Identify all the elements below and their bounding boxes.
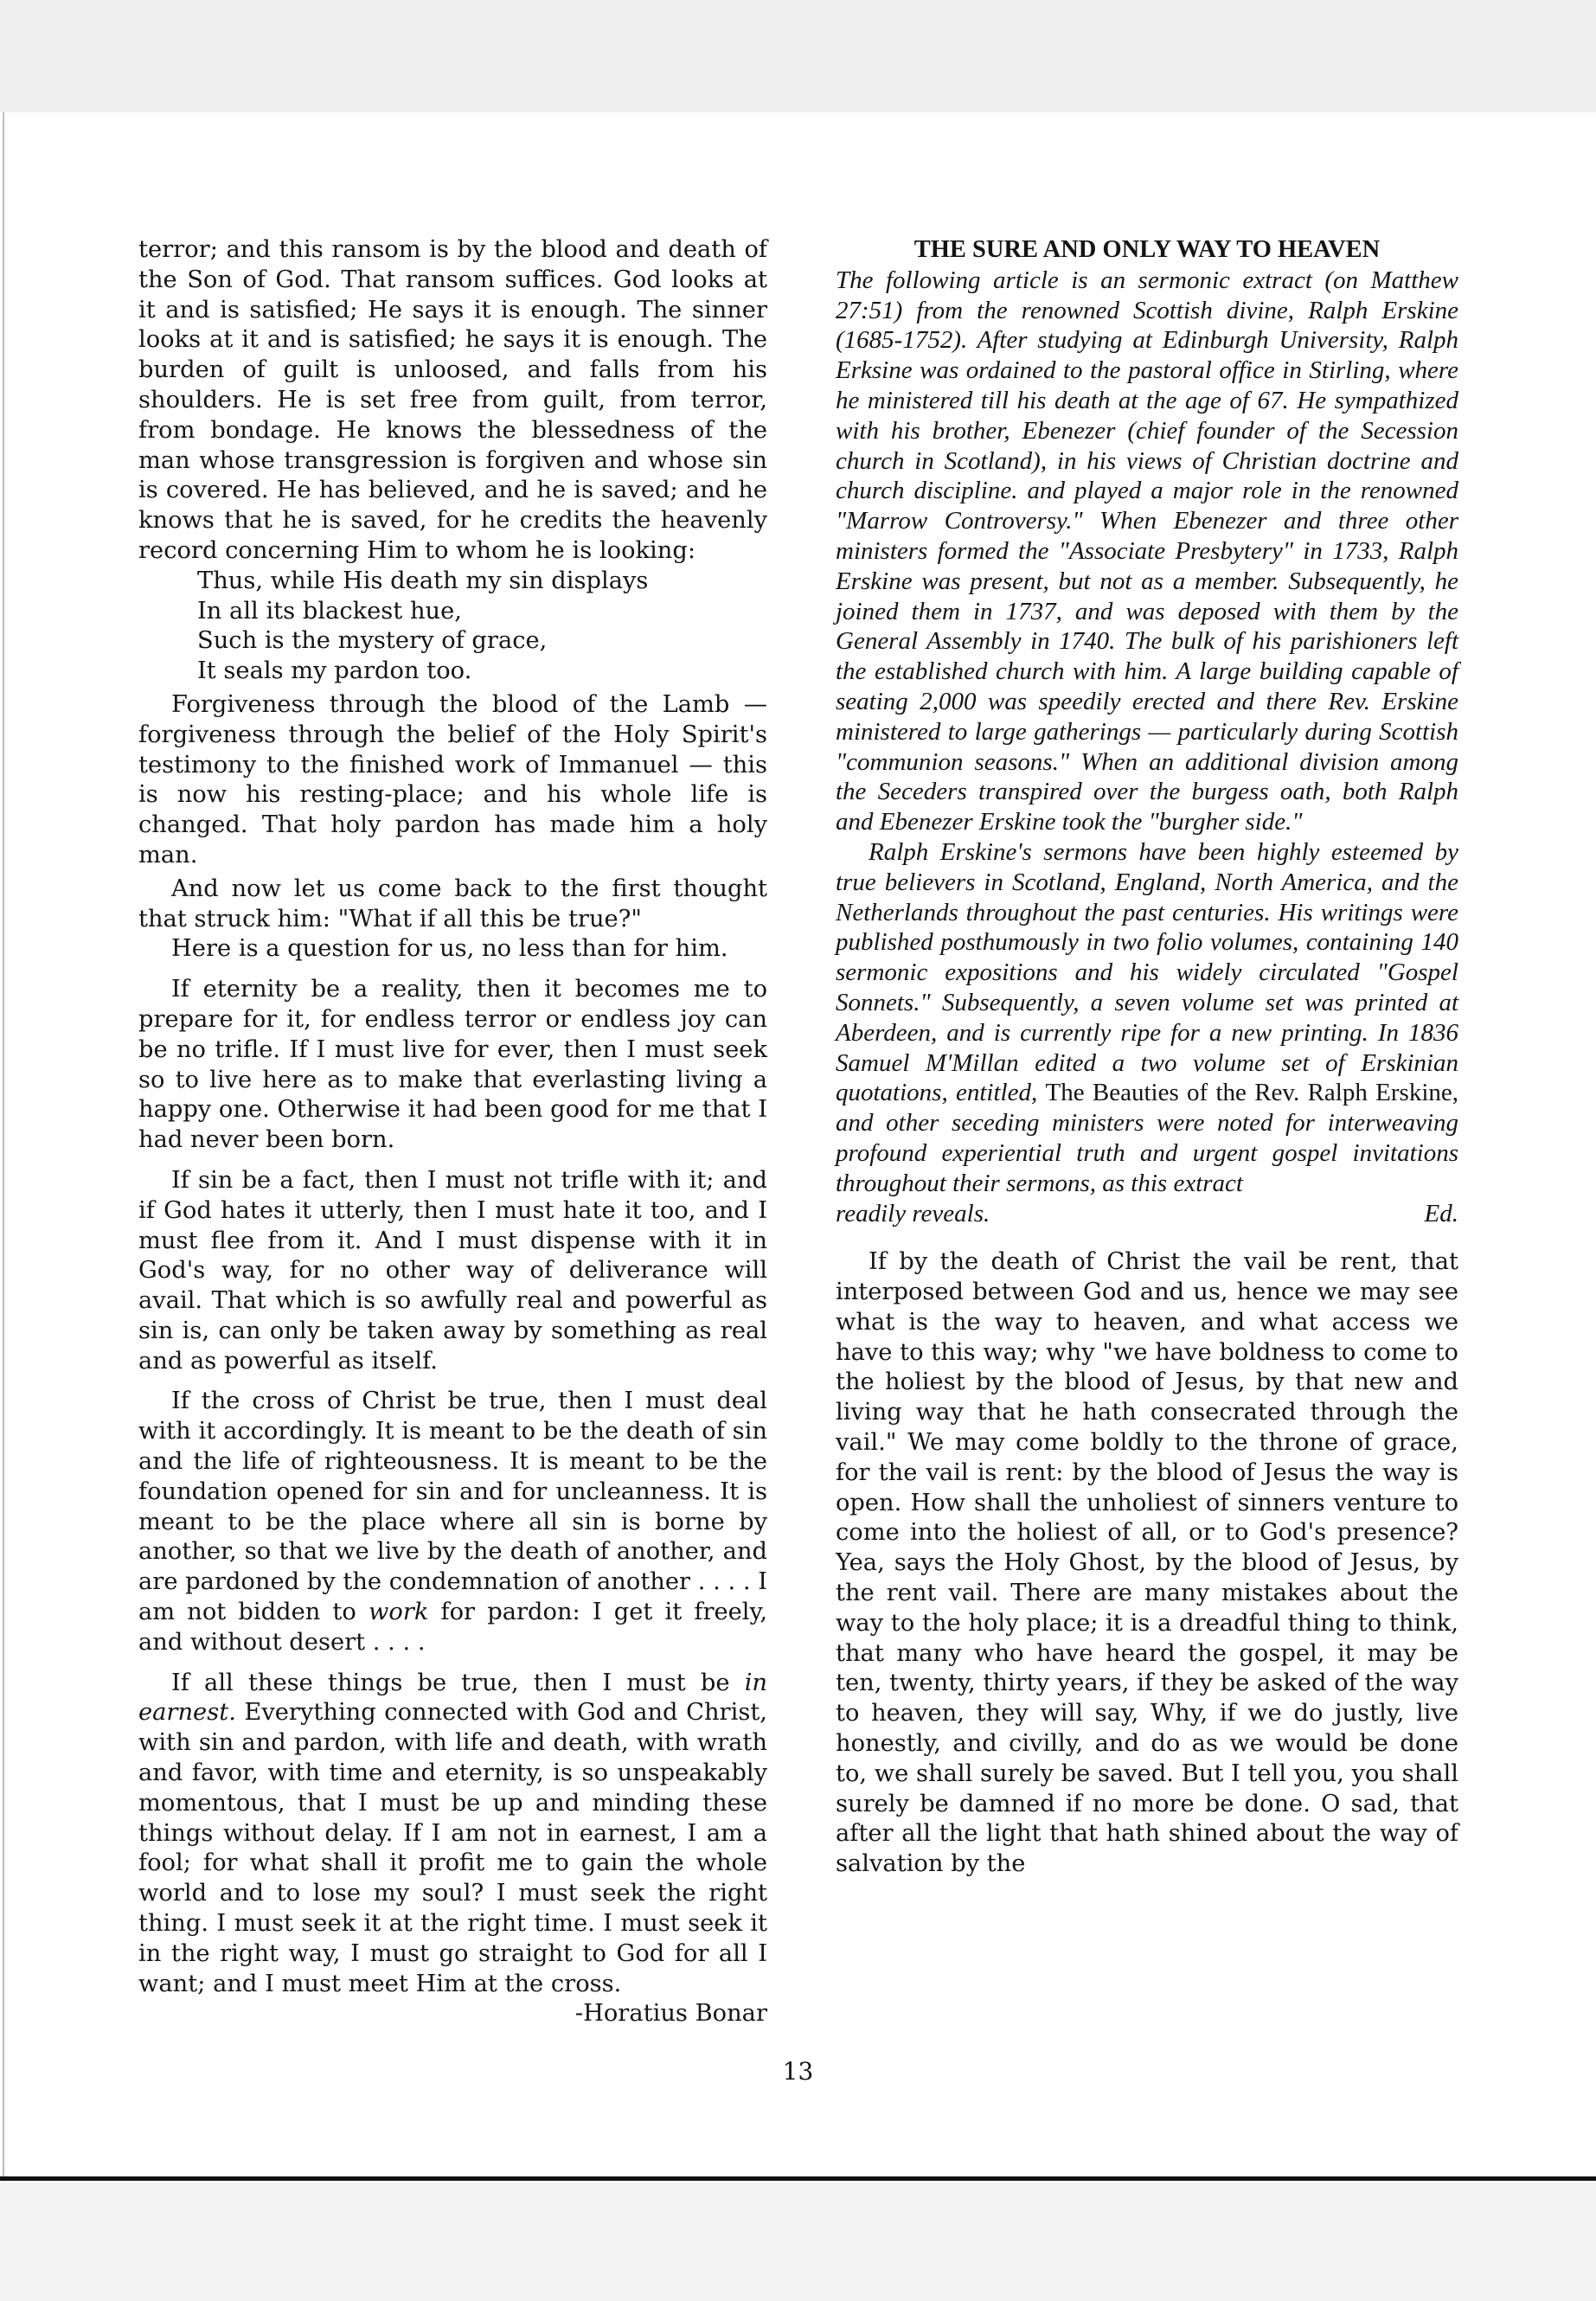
right-column [836, 235, 1458, 1880]
intro-text: Ralph Erskine's sermons have been highly esteemed by true believers in Scotland, England, North America, and the Netherlands throughout the past centuries. His writings were published posthumously in two folio volumes, containing 140 sermonic expositions and his widely circulated "Gospel Sonnets." Subsequently, a seven volume set was printed at Aberdeen, and is currently ripe for a new printing. In 1836 Samuel M'Millan edited a two volume set of Erskinian quotations, entitled, [836, 837, 1458, 1107]
left-column [138, 235, 767, 2029]
editor-introduction [836, 266, 1458, 1229]
paragraph: And now let us come back to the first thought that struck him: "What if all this be true?" [138, 875, 767, 933]
intro-paragraph [836, 837, 1458, 1199]
paragraph-text: If all these things be true, then I must be [171, 1669, 745, 1696]
paragraph: Forgiveness through the blood of the Lamb — forgiveness through the belief of the Holy Spirit's testimony to the finished work of Immanuel — this is now his resting-place; and his whole life is changed. That holy pardon has made him a holy man. [138, 690, 767, 868]
article-title: THE SURE AND ONLY WAY TO HEAVEN [913, 236, 1381, 263]
emphasis: work [368, 1599, 429, 1626]
poem-line: Such is the mystery of grace, [197, 627, 548, 655]
emphasis: in earnest. [138, 1669, 767, 1727]
poem-line: It seals my pardon too. [197, 657, 472, 685]
poem-stanza [197, 567, 767, 687]
editor-initials: Ed. [1424, 1199, 1458, 1227]
sermon-paragraph: If by the death of Christ the vail be rent, that interposed between God and us, hence we may see what is the way to heaven, and what access we have to this way; why "we have boldness to come to the holiest by the blood of Jesus, by that new and living way that he hath consecrated through the vail." We may come boldly to the throne of grace, for the vail is rent: by the blood of Jesus the way is open. How shall the unholiest of sinners venture to come into the holiest of all, or to God's presence? Yea, says the Holy Ghost, by the blood of Jesus, by the rent vail. There are many mistakes about the way to the holy place; it is a dreadful thing to think, that many who have heard the gospel, it may be ten, twenty, thirty years, if they be asked of the way to heaven, they will say, Why, if we do justly, live honestly, and civilly, and do as we would be done to, we shall surely be saved. But I tell you, you shall surely be damned if no more be done. O sad, that after all the light that hath shined about the way of salvation by the [836, 1248, 1458, 1878]
scan-left-edge [3, 112, 4, 2176]
intro-text: readily reveals. [836, 1199, 990, 1227]
intro-text: and other seceding ministers were noted for interweaving profound experiential truth and urgent gospel invitations throughout their sermons, as this extract [836, 1109, 1458, 1197]
scan-bottom-margin [0, 2181, 1596, 2301]
intro-paragraph: The following article is an sermonic extract (on Matthew 27:51) from the renowned Scottish divine, Ralph Erskine (1685-1752). After studying at Edinburgh University, Ralph Erksine was ordained to the pastoral office in Stirling, where he ministered till his death at the age of 67. He sympathized with his brother, Ebenezer (chief founder of the Secession church in Scotland), in his views of Christian doctrine and church discipline. and played a major role in the renowned "Marrow Controversy." When Ebenezer and three other ministers formed the "Associate Presbytery" in 1733, Ralph Erskine was present, but not as a member. Subsequently, he joined them in 1737, and was deposed with them by the General Assembly in 1740. The bulk of his parishioners left the established church with him. A large building capable of seating 2,000 was speedily erected and there Rev. Erskine ministered to large gatherings — particularly during Scottish "communion seasons." When an additional division among the Seceders transpired over the burgess oath, both Ralph and Ebenezer Erskine took the "burgher side." [836, 266, 1458, 836]
paragraph [138, 1387, 767, 1657]
page-number: 13 [782, 2057, 814, 2086]
paragraph: If sin be a fact, then I must not trifle with it; and if God hates it utterly, then I must hate it too, and I must flee from it. And I must dispense with it in God's way, for no other way of deliverance will avail. That which is so awfully real and powerful as sin is, can only be taken away by something as real and as powerful as itself. [138, 1166, 767, 1375]
paragraph-text: If the cross of Christ be true, then I must deal with it accordingly. It is meant to be the death of sin and the life of righteousness. It is meant to be the foundation opened for sin and for uncleanness. It is meant to be the place where all sin is borne by another, so that we live by the death of another, and are pardoned by the condemnation of another . . . . I am not bidden to [138, 1388, 767, 1626]
paragraph: terror; and this ransom is by the blood and death of the Son of God. That ransom suffices. God looks at it and is satisfied; He says it is enough. The sinner looks at it and is satisfied; he says it is enough. The burden of guilt is unloosed, and falls from his shoulders. He is set free from guilt, from terror, from bondage. He knows the blessedness of the man whose transgression is forgiven and whose sin is covered. He has believed, and he is saved; and he knows that he is saved, for he credits the heavenly record concerning Him to whom he is looking: [138, 236, 767, 564]
book-title: The Beauties of the Rev. Ralph Erskine, [1045, 1079, 1458, 1107]
paragraph: Here is a question for us, no less than for him. [171, 935, 728, 963]
intro-closing-line [836, 1199, 1458, 1229]
paragraph-text: Everything connected with God and Christ, with sin and pardon, with life and death, with wrath and favor, with time and eternity, is so unspeakably momentous, that I must be up and minding these things without delay. If I am not in earnest, I am a fool; for what shall it profit me to gain the whole world and to lose my soul? I must seek the right thing. I must seek it at the right time. I must seek it in the right way, I must go straight to God for all I want; and I must meet Him at the cross. [138, 1699, 767, 1997]
scan-top-margin [0, 0, 1596, 112]
poem-line: Thus, while His death my sin displays [197, 567, 649, 594]
paragraph [138, 1669, 767, 2000]
poem-line: In all its blackest hue, [197, 597, 462, 625]
paragraph: If eternity be a reality, then it becomes me to prepare for it, for endless terror or endless joy can be no trifle. If I must live for ever, then I must seek so to live here as to make that everlasting living a happy one. Otherwise it had been good for me that I had never been born. [138, 976, 767, 1154]
author-signature: -Horatius Bonar [574, 2000, 767, 2028]
paragraph-text: for pardon: I get it freely, and without desert . . . . [138, 1599, 768, 1656]
